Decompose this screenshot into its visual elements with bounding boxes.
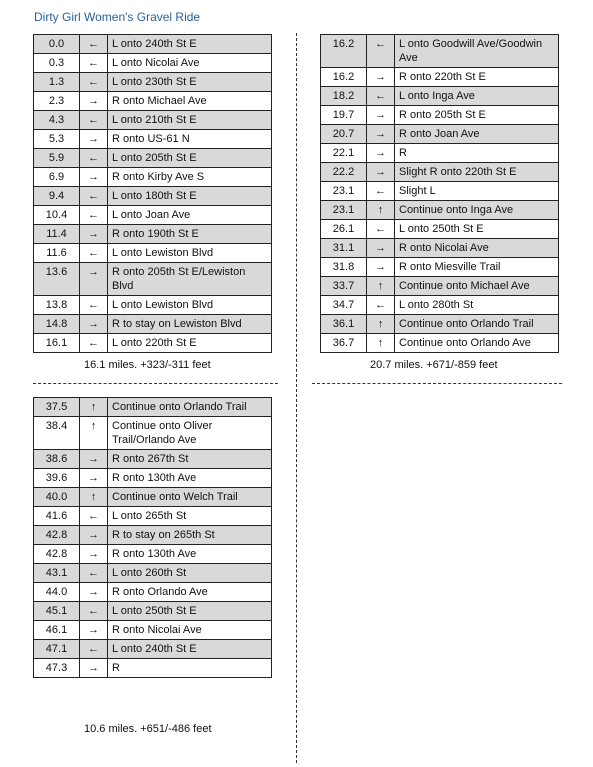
direction-cell: R to stay on Lewiston Blvd (108, 315, 272, 334)
vertical-divider (296, 33, 297, 763)
turn-arrow-icon: → (80, 583, 108, 602)
mile-cell: 16.2 (321, 35, 367, 68)
table-row (34, 263, 272, 296)
table-row (34, 602, 272, 621)
mile-cell: 5.3 (34, 130, 80, 149)
direction-cell: R onto US-61 N (108, 130, 272, 149)
table-row (321, 220, 559, 239)
table-row (321, 277, 559, 296)
mile-cell: 13.6 (34, 263, 80, 296)
mile-cell: 41.6 (34, 507, 80, 526)
section-3-summary: 10.6 miles. +651/-486 feet (84, 723, 212, 735)
turn-arrow-icon: → (80, 469, 108, 488)
mile-cell: 4.3 (34, 111, 80, 130)
turn-arrow-icon: ← (367, 35, 395, 68)
mile-cell: 36.7 (321, 334, 367, 353)
direction-cell: Continue onto Orlando Trail (108, 398, 272, 417)
mile-cell: 14.8 (34, 315, 80, 334)
direction-cell: Continue onto Oliver Trail/Orlando Ave (108, 417, 272, 450)
table-row (34, 469, 272, 488)
table-row (321, 182, 559, 201)
turn-arrow-icon: ← (367, 87, 395, 106)
mile-cell: 42.8 (34, 545, 80, 564)
turn-arrow-icon: ← (80, 54, 108, 73)
mile-cell: 6.9 (34, 168, 80, 187)
mile-cell: 22.1 (321, 144, 367, 163)
cue-table-2 (320, 34, 559, 353)
turn-arrow-icon: ← (80, 507, 108, 526)
direction-cell: L onto 240th St E (108, 640, 272, 659)
mile-cell: 16.1 (34, 334, 80, 353)
direction-cell: Continue onto Inga Ave (395, 201, 559, 220)
turn-arrow-icon: ← (80, 187, 108, 206)
mile-cell: 10.4 (34, 206, 80, 225)
direction-cell: L onto Inga Ave (395, 87, 559, 106)
table-row (34, 54, 272, 73)
turn-arrow-icon: ↑ (367, 277, 395, 296)
table-row (34, 92, 272, 111)
turn-arrow-icon: → (80, 225, 108, 244)
mile-cell: 23.1 (321, 182, 367, 201)
mile-cell: 23.1 (321, 201, 367, 220)
cue-table-1 (33, 34, 272, 353)
direction-cell: L onto Nicolai Ave (108, 54, 272, 73)
mile-cell: 26.1 (321, 220, 367, 239)
direction-cell: L onto 260th St (108, 564, 272, 583)
direction-cell: Slight L (395, 182, 559, 201)
table-row (34, 507, 272, 526)
direction-cell: R onto 205th St E/Lewiston Blvd (108, 263, 272, 296)
turn-arrow-icon: → (367, 239, 395, 258)
mile-cell: 9.4 (34, 187, 80, 206)
direction-cell: L onto 205th St E (108, 149, 272, 168)
table-row (321, 144, 559, 163)
turn-arrow-icon: → (80, 92, 108, 111)
direction-cell: L onto 250th St E (395, 220, 559, 239)
turn-arrow-icon: → (80, 621, 108, 640)
table-row (34, 35, 272, 54)
direction-cell: L onto Lewiston Blvd (108, 296, 272, 315)
horizontal-divider-left (33, 383, 278, 384)
mile-cell: 0.0 (34, 35, 80, 54)
table-row (321, 315, 559, 334)
mile-cell: 1.3 (34, 73, 80, 92)
mile-cell: 47.3 (34, 659, 80, 678)
turn-arrow-icon: → (367, 163, 395, 182)
mile-cell: 31.8 (321, 258, 367, 277)
mile-cell: 34.7 (321, 296, 367, 315)
mile-cell: 22.2 (321, 163, 367, 182)
direction-cell: R onto 190th St E (108, 225, 272, 244)
table-row (34, 130, 272, 149)
turn-arrow-icon: ← (80, 602, 108, 621)
turn-arrow-icon: → (80, 263, 108, 296)
horizontal-divider-right (312, 383, 562, 384)
section-2-summary: 20.7 miles. +671/-859 feet (370, 359, 498, 371)
direction-cell: R (395, 144, 559, 163)
direction-cell: L onto 240th St E (108, 35, 272, 54)
table-row (321, 201, 559, 220)
mile-cell: 33.7 (321, 277, 367, 296)
table-row (321, 296, 559, 315)
turn-arrow-icon: ← (367, 296, 395, 315)
turn-arrow-icon: → (367, 68, 395, 87)
direction-cell: R onto Orlando Ave (108, 583, 272, 602)
direction-cell: L onto 265th St (108, 507, 272, 526)
table-row (34, 545, 272, 564)
turn-arrow-icon: ← (80, 334, 108, 353)
table-row (34, 659, 272, 678)
turn-arrow-icon: ↑ (80, 417, 108, 450)
mile-cell: 13.8 (34, 296, 80, 315)
direction-cell: Continue onto Orlando Trail (395, 315, 559, 334)
direction-cell: Continue onto Orlando Ave (395, 334, 559, 353)
mile-cell: 19.7 (321, 106, 367, 125)
turn-arrow-icon: ↑ (367, 201, 395, 220)
turn-arrow-icon: ↑ (80, 398, 108, 417)
mile-cell: 40.0 (34, 488, 80, 507)
table-row (34, 398, 272, 417)
turn-arrow-icon: → (367, 106, 395, 125)
turn-arrow-icon: → (80, 315, 108, 334)
table-row (34, 334, 272, 353)
mile-cell: 18.2 (321, 87, 367, 106)
table-row (34, 206, 272, 225)
table-row (34, 149, 272, 168)
mile-cell: 31.1 (321, 239, 367, 258)
cue-table-3 (33, 397, 272, 678)
mile-cell: 20.7 (321, 125, 367, 144)
table-row (34, 187, 272, 206)
table-row (321, 258, 559, 277)
mile-cell: 11.6 (34, 244, 80, 263)
turn-arrow-icon: → (367, 125, 395, 144)
table-row (34, 244, 272, 263)
table-row (34, 315, 272, 334)
direction-cell: Continue onto Michael Ave (395, 277, 559, 296)
direction-cell: R onto Miesville Trail (395, 258, 559, 277)
direction-cell: R onto Joan Ave (395, 125, 559, 144)
table-row (321, 334, 559, 353)
mile-cell: 16.2 (321, 68, 367, 87)
direction-cell: R onto Nicolai Ave (108, 621, 272, 640)
mile-cell: 5.9 (34, 149, 80, 168)
turn-arrow-icon: → (80, 526, 108, 545)
turn-arrow-icon: ↑ (367, 315, 395, 334)
turn-arrow-icon: → (80, 450, 108, 469)
direction-cell: R onto Michael Ave (108, 92, 272, 111)
direction-cell: L onto Lewiston Blvd (108, 244, 272, 263)
table-row (34, 296, 272, 315)
direction-cell: L onto 220th St E (108, 334, 272, 353)
turn-arrow-icon: ↑ (80, 488, 108, 507)
table-row (34, 111, 272, 130)
mile-cell: 37.5 (34, 398, 80, 417)
table-row (34, 640, 272, 659)
turn-arrow-icon: ← (80, 296, 108, 315)
table-row (321, 125, 559, 144)
mile-cell: 11.4 (34, 225, 80, 244)
turn-arrow-icon: → (367, 258, 395, 277)
page-title: Dirty Girl Women's Gravel Ride (34, 10, 201, 24)
direction-cell: L onto Goodwill Ave/Goodwin Ave (395, 35, 559, 68)
table-row (34, 417, 272, 450)
table-row (34, 621, 272, 640)
mile-cell: 45.1 (34, 602, 80, 621)
turn-arrow-icon: ← (80, 149, 108, 168)
mile-cell: 44.0 (34, 583, 80, 602)
turn-arrow-icon: ← (80, 564, 108, 583)
table-row (321, 239, 559, 258)
table-row (34, 73, 272, 92)
mile-cell: 0.3 (34, 54, 80, 73)
mile-cell: 46.1 (34, 621, 80, 640)
mile-cell: 36.1 (321, 315, 367, 334)
direction-cell: R onto 220th St E (395, 68, 559, 87)
table-row (34, 225, 272, 244)
turn-arrow-icon: → (80, 130, 108, 149)
mile-cell: 2.3 (34, 92, 80, 111)
direction-cell: L onto Joan Ave (108, 206, 272, 225)
table-row (321, 87, 559, 106)
table-row (34, 564, 272, 583)
direction-cell: R to stay on 265th St (108, 526, 272, 545)
turn-arrow-icon: ↑ (367, 334, 395, 353)
mile-cell: 39.6 (34, 469, 80, 488)
direction-cell: R onto Kirby Ave S (108, 168, 272, 187)
direction-cell: R onto 130th Ave (108, 469, 272, 488)
direction-cell: R onto 267th St (108, 450, 272, 469)
turn-arrow-icon: ← (80, 111, 108, 130)
turn-arrow-icon: ← (80, 244, 108, 263)
turn-arrow-icon: → (80, 168, 108, 187)
table-row (34, 583, 272, 602)
direction-cell: R onto 130th Ave (108, 545, 272, 564)
table-row (34, 488, 272, 507)
mile-cell: 47.1 (34, 640, 80, 659)
mile-cell: 38.6 (34, 450, 80, 469)
direction-cell: R (108, 659, 272, 678)
mile-cell: 43.1 (34, 564, 80, 583)
direction-cell: L onto 210th St E (108, 111, 272, 130)
table-row (34, 168, 272, 187)
mile-cell: 42.8 (34, 526, 80, 545)
table-row (321, 106, 559, 125)
turn-arrow-icon: → (80, 659, 108, 678)
table-row (321, 35, 559, 68)
turn-arrow-icon: ← (80, 35, 108, 54)
turn-arrow-icon: ← (80, 640, 108, 659)
section-1-summary: 16.1 miles. +323/-311 feet (84, 359, 211, 371)
direction-cell: L onto 230th St E (108, 73, 272, 92)
turn-arrow-icon: → (80, 545, 108, 564)
table-row (321, 68, 559, 87)
direction-cell: L onto 180th St E (108, 187, 272, 206)
direction-cell: Slight R onto 220th St E (395, 163, 559, 182)
turn-arrow-icon: ← (80, 206, 108, 225)
direction-cell: R onto Nicolai Ave (395, 239, 559, 258)
table-row (34, 526, 272, 545)
mile-cell: 38.4 (34, 417, 80, 450)
table-row (321, 163, 559, 182)
turn-arrow-icon: ← (367, 182, 395, 201)
turn-arrow-icon: ← (80, 73, 108, 92)
turn-arrow-icon: → (367, 144, 395, 163)
table-row (34, 450, 272, 469)
direction-cell: Continue onto Welch Trail (108, 488, 272, 507)
direction-cell: R onto 205th St E (395, 106, 559, 125)
direction-cell: L onto 280th St (395, 296, 559, 315)
turn-arrow-icon: ← (367, 220, 395, 239)
direction-cell: L onto 250th St E (108, 602, 272, 621)
